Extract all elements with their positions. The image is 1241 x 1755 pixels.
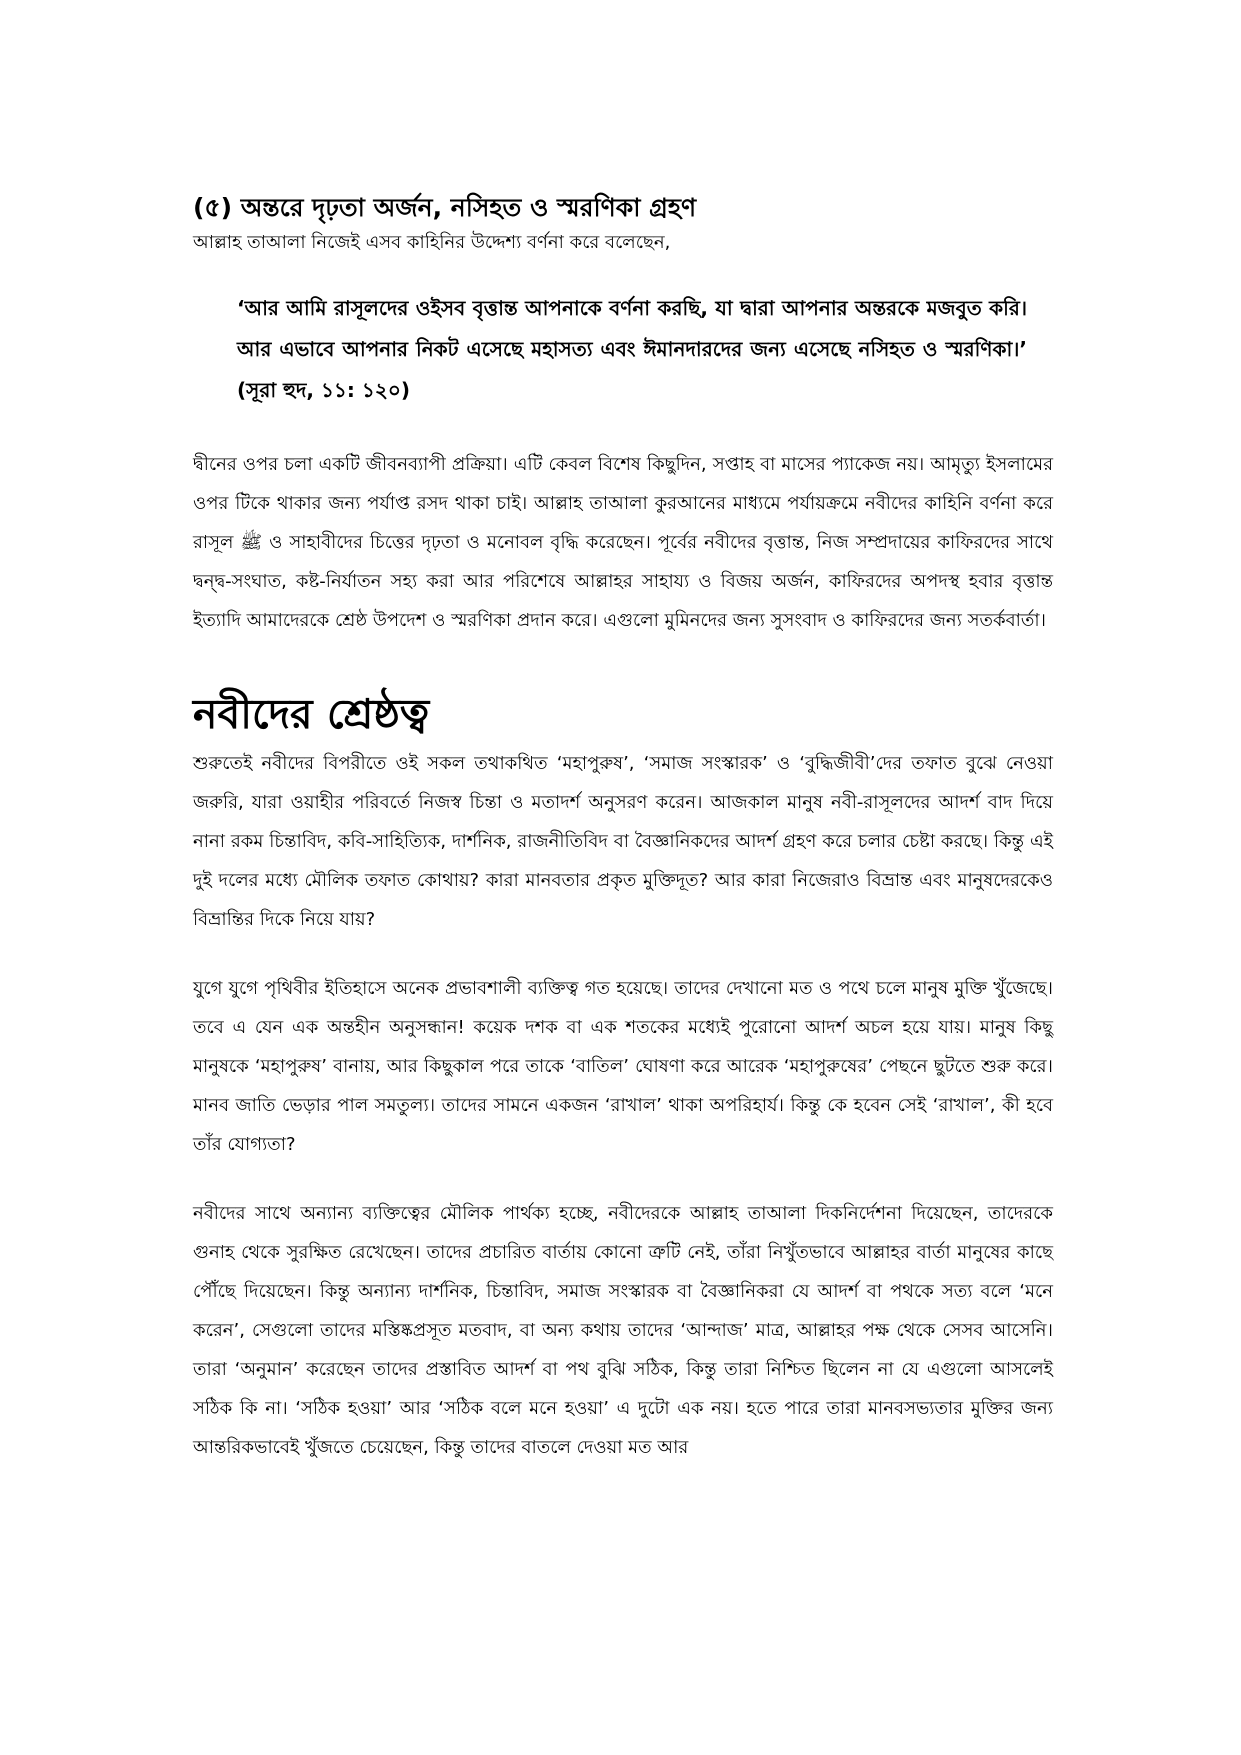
chapter-title: নবীদের শ্রেষ্ঠত্ব [193, 690, 430, 738]
section-intro: আল্লাহ তাআলা নিজেই এসব কাহিনির উদ্দেশ্য বর্ণনা করে বলেছেন, [193, 232, 671, 253]
section-paragraph: দ্বীনের ওপর চলা একটি জীবনব্যাপী প্রক্রিয়া। এটি কেবল বিশেষ কিছুদিন, সপ্তাহ বা মাসের প্যাকেজ নয়। আমৃত্যু ইসলামের ওপর টিকে থাকার জন্য পর্যাপ্ত রসদ থাকা চাই। আল্লাহ তাআলা কুরআনের মাধ্যমে পর্যায়ক্রমে নবীদের কাহিনি বর্ণনা করে রাসূল ﷺ ও সাহাবীদের চিত্তের দৃঢ়তা ও মনোবল বৃদ্ধি করেছেন। পূর্বের নবীদের বৃত্তান্ত, নিজ সম্প্রদায়ের কাফিরদের সাথে দ্বন্দ্ব-সংঘাত, কষ্ট-নির্যাতন সহ্য করা আর পরিশেষে আল্লাহর সাহায্য ও বিজয় অর্জন, কাফিরদের অপদস্থ হবার বৃত্তান্ত ইত্যাদি আমাদেরকে শ্রেষ্ঠ উপদেশ ও স্মরণিকা প্রদান করে। এগুলো মুমিনদের জন্য সুসংবাদ ও কাফিরদের জন্য সতর্কবার্তা। [193, 454, 1053, 631]
chapter-paragraph-1: শুরুতেই নবীদের বিপরীতে ওই সকল তথাকথিত ‘মহাপুরুষ’, ‘সমাজ সংস্কারক’ ও ‘বুদ্ধিজীবী’দের তফাত বুঝে নেওয়া জরুরি, যারা ওয়াহীর পরিবর্তে নিজস্ব চিন্তা ও মতাদর্শ অনুসরণ করেন। আজকাল মানুষ নবী-রাসূলদের আদর্শ বাদ দিয়ে নানা রকম চিন্তাবিদ, কবি-সাহিত্যিক, দার্শনিক, রাজনীতিবিদ বা বৈজ্ঞানিকদের আদর্শ গ্রহণ করে চলার চেষ্টা করছে। কিন্তু এই দুই দলের মধ্যে মৌলিক তফাত কোথায়? কারা মানবতার প্রকৃত মুক্তিদূত? আর কারা নিজেরাও বিভ্রান্ত এবং মানুষদেরকেও বিভ্রান্তির দিকে নিয়ে যায়? [193, 753, 1053, 930]
chapter-paragraph-3: নবীদের সাথে অন্যান্য ব্যক্তিত্বের মৌলিক পার্থক্য হচ্ছে, নবীদেরকে আল্লাহ তাআলা দিকনির্দেশনা দিয়েছেন, তাদেরকে গুনাহ থেকে সুরক্ষিত রেখেছেন। তাদের প্রচারিত বার্তায় কোনো ত্রুটি নেই, তাঁরা নিখুঁতভাবে আল্লাহর বার্তা মানুষের কাছে পৌঁছে দিয়েছেন। কিন্তু অন্যান্য দার্শনিক, চিন্তাবিদ, সমাজ সংস্কারক বা বৈজ্ঞানিকরা যে আদর্শ বা পথকে সত্য বলে ‘মনে করেন’, সেগুলো তাদের মস্তিষ্কপ্রসূত মতবাদ, বা অন্য কথায় তাদের ‘আন্দাজ’ মাত্র, আল্লাহর পক্ষ থেকে সেসব আসেনি। তারা ‘অনুমান’ করেছেন তাদের প্রস্তাবিত আদর্শ বা পথ বুঝি সঠিক, কিন্তু তারা নিশ্চিত ছিলেন না যে এগুলো আসলেই সঠিক কি না। ‘সঠিক হওয়া’ আর ‘সঠিক বলে মনে হওয়া’ এ দুটো এক নয়। হতে পারে তারা মানবসভ্যতার মুক্তির জন্য আন্তরিকভাবেই খুঁজতে চেয়েছেন, কিন্তু তাদের বাতলে দেওয়া মত আর [193, 1203, 1053, 1458]
chapter-paragraph-2: যুগে যুগে পৃথিবীর ইতিহাসে অনেক প্রভাবশালী ব্যক্তিত্ব গত হয়েছে। তাদের দেখানো মত ও পথে চলে মানুষ মুক্তি খুঁজেছে। তবে এ যেন এক অন্তহীন অনুসন্ধান! কয়েক দশক বা এক শতকের মধ্যেই পুরোনো আদর্শ অচল হয়ে যায়। মানুষ কিছু মানুষকে ‘মহাপুরুষ’ বানায়, আর কিছুকাল পরে তাকে ‘বাতিল’ ঘোষণা করে আরেক ‘মহাপুরুষের’ পেছনে ছুটতে শুরু করে। মানব জাতি ভেড়ার পাল সমতুল্য। তাদের সামনে একজন ‘রাখাল’ থাকা অপরিহার্য। কিন্তু কে হবেন সেই ‘রাখাল’, কী হবে তাঁর যোগ্যতা? [193, 978, 1053, 1155]
section-heading: (৫) অন্তরে দৃঢ়তা অর্জন, নসিহত ও স্মরণিকা গ্রহণ [193, 193, 697, 222]
quran-quote: ‘আর আমি রাসূলদের ওইসব বৃত্তান্ত আপনাকে বর্ণনা করছি, যা দ্বারা আপনার অন্তরকে মজবুত করি। আর এভাবে আপনার নিকট এসেছে মহাসত্য এবং ঈমানদারদের জন্য এসেছে নসিহত ও স্মরণিকা।’ (সূরা হুদ, ১১: ১২০) [237, 296, 1027, 402]
page-content [193, 190, 1053, 1497]
